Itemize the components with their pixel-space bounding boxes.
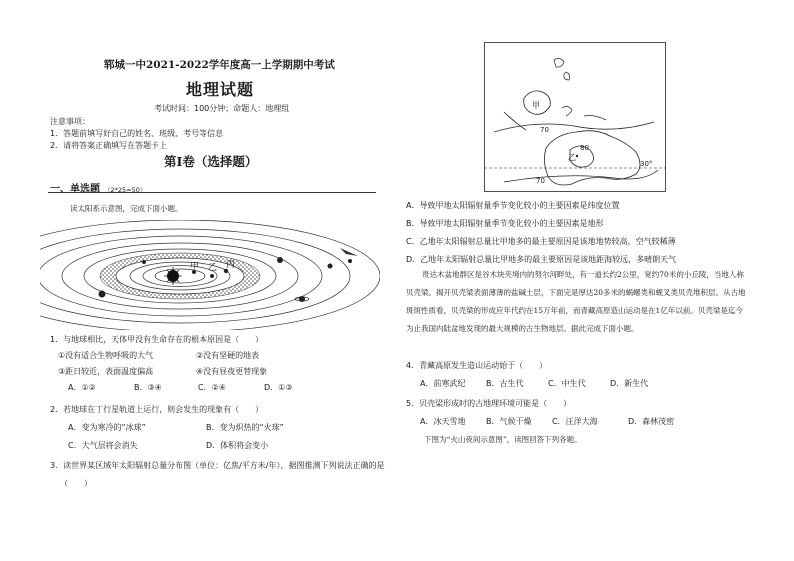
figure-intro: 读太阳系示意图，完成下面小题。 (70, 204, 183, 213)
planet-icon (328, 264, 333, 269)
question-3-stem: 3．读世界某区域年太阳辐射总量分布图（单位：亿焦/平方米/年），据图推测下列说法正确的是 (50, 461, 385, 470)
q2-choice-b: B．变为炽热的“火球” (206, 423, 284, 432)
question-4-stem: 4．青藏高原发生造山运动始于（ ） (406, 361, 548, 370)
planet-yi-icon (210, 274, 214, 278)
q2-choice-c: C．大气层将会消失 (68, 441, 138, 450)
notice-heading: 注意事项： (50, 117, 90, 126)
reading-passage: 贵达木盆地群区是谷木块夹境内的努尔河畔处，有一道长约2公里，宽约70米的小丘陵，当地人称贝壳梁。揭开贝壳梁表面薄薄的盐碱土层，下面完是厚达20多米的蜗螺类和蚬叉类贝壳堆积层。从古地斑斑性质看，贝壳梁的形成应年代约在15万年前，而青藏高原造山运动是在1亿年以前。贝壳梁是迄今为止我国内陆盆地发现的最大规模的古生物地层。据此完成下面小题。 (406, 270, 746, 333)
q3-choice-c: C．乙地年太阳辐射总量比甲地多的最主要原因是该地地势较高，空气较稀薄 (406, 237, 676, 246)
planet-icon (348, 259, 352, 263)
label-yi: 乙 (208, 263, 218, 273)
exam-info: 考试时间：100分钟；命题人：地理组 (154, 104, 290, 113)
q1-option: ①没有适合生物呼吸的大气 (58, 351, 154, 360)
q5-choice-b: B．气候干燥 (486, 417, 532, 426)
q3-choice-a: A．导致甲地太阳辐射量季节变化较小的主要因素是纬度位置 (406, 201, 620, 210)
map-frame (485, 43, 666, 192)
q1-choice-b: B．③④ (134, 383, 162, 392)
q4-choice-c: C．中生代 (548, 379, 586, 388)
q1-choice-a: A．①② (68, 383, 96, 392)
iso-label-80: 80 (580, 144, 589, 152)
q3-choice-d: D．乙地年太阳辐射总量比甲地多的最主要原因是该地距海较远，多晴朗天气 (406, 255, 677, 264)
question-2-stem: 2．若地球在丁行星轨道上运行，则会发生的现象有（ ） (50, 405, 264, 414)
q5-choice-d: D．森林茂密 (628, 417, 675, 426)
label-bing: 丙 (226, 260, 236, 270)
q2-choice-d: D．体积将会变小 (206, 441, 269, 450)
q4-choice-a: A．前寒武纪 (420, 379, 466, 388)
q1-choice-d: D．①③ (264, 383, 293, 392)
map-label-yi: 乙 (568, 153, 576, 162)
section-rule (48, 192, 376, 193)
map-label-jia: 甲 (532, 101, 540, 110)
question-5-stem: 5．贝壳梁形成时的古地理环境可能是（ ） (406, 399, 572, 408)
subsection-label: 一、单选题 (50, 184, 100, 195)
q5-choice-c: C．汪洋大海 (552, 417, 598, 426)
volcano-figure-intro: 下图为“火山夜间示意图”，读图回答下列各题。 (424, 435, 582, 444)
q4-choice-b: B．古生代 (486, 379, 524, 388)
point-yi-icon (576, 155, 578, 157)
subsection-score-note: （2*25=50） (104, 186, 147, 194)
q2-choice-a: A．变为寒冷的“冰球” (68, 423, 146, 432)
solar-system-diagram (40, 220, 380, 330)
notice-item-2: 2．请将答案正确填写在答题卡上 (50, 141, 168, 150)
notice-item-1: 1．答题前填写好自己的姓名、班级、考号等信息 (50, 129, 224, 138)
planet-icon (277, 257, 283, 263)
q1-choice-c: C．②④ (198, 383, 226, 392)
q4-choice-d: D．新生代 (610, 379, 649, 388)
school-exam-title: 郓城一中2021-2022学年度高一上学期期中考试 (104, 59, 335, 71)
planet-icon (142, 260, 146, 264)
solar-radiation-map (484, 42, 666, 192)
iso-label-70-north: 70 (540, 126, 549, 134)
lat-label-30: 30° (640, 160, 653, 168)
q1-option: ③距日较近，表面温度偏高 (58, 367, 154, 376)
subject-title: 地理试题 (186, 80, 255, 99)
label-jia: 甲 (190, 262, 200, 272)
section-title: 第Ⅰ卷（选择题） (164, 154, 258, 169)
question-3-tail: （ ） (60, 479, 92, 488)
q3-choice-b: B．导致甲地太阳辐射量季节变化较小的主要因素是地形 (406, 219, 604, 228)
question-1-stem: 1．与地球相比，天体甲没有生命存在的根本原因是（ ） (50, 335, 264, 344)
q1-option: ②没有坚硬的地表 (196, 351, 260, 360)
q5-choice-a: A．冰天雪地 (420, 417, 466, 426)
iso-label-70-south: 70 (536, 177, 545, 185)
q1-option: ④没有昼夜更替现象 (196, 367, 268, 376)
planet-icon (99, 291, 106, 298)
